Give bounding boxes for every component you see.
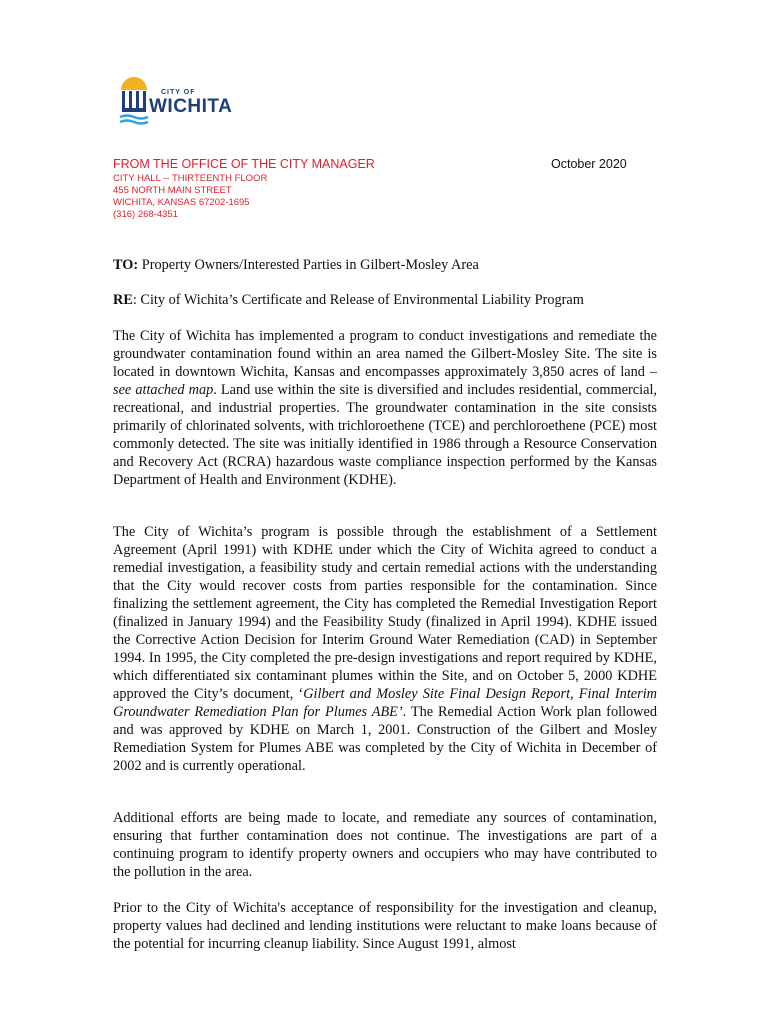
- re-text: : City of Wichita’s Certificate and Release of Environmental Liability Program: [132, 292, 584, 308]
- re-label: RE: [113, 292, 133, 308]
- paragraph-2-text-a: The City of Wichita’s program is possible through the establishment of a Settlement Agreement (April 1991) with KDHE under which the City of Wichita agreed to conduct a remedial investigation, a feasibility study and certain remedial actions with the understanding that the City would recover costs from parties responsible for the contamination. Since finalizing the settlement agreement, the City has completed the Remedial Investigation Report (finalized in January 1994) and the Feasibility Study (finalized in April 1994). KDHE issued the Corrective Action Decision for Interim Ground Water Remediation (CAD) in September 1994. In 1995, the City completed the pre-design investigations and report required by KDHE, which differentiated six contaminant plumes within the Site, and on October 5, 2000 KDHE approved the City’s document, ‘: [113, 524, 657, 702]
- address-line: CITY HALL -- THIRTEENTH FLOOR: [113, 173, 268, 184]
- to-label: TO:: [113, 257, 139, 273]
- paragraph-1-text-b: . Land use within the site is diversified and includes residential, commercial, recreational, and industrial properties. The groundwater contamination in the site consists primarily of chlorinated solvents, with trichloroethene (TCE) and perchloroethene (PCE) most commonly detected. The site was initially identified in 1986 through a Resource Conservation and Recovery Act (RCRA) hazardous waste compliance inspection performed by the Kansas Department of Health and Environment (KDHE).: [113, 382, 657, 488]
- paragraph-1: [113, 327, 657, 489]
- to-text: Property Owners/Interested Parties in Gilbert-Mosley Area: [138, 257, 479, 273]
- address-line: WICHITA, KANSAS 67202-1695: [113, 197, 250, 208]
- paragraph-1-text-a: The City of Wichita has implemented a program to conduct investigations and remediate the groundwater contamination found within an area named the Gilbert-Mosley Site. The site is located in downtown Wichita, Kansas and encompasses approximately 3,850 acres of land –: [113, 328, 657, 380]
- office-address: [113, 173, 267, 221]
- paragraph-2: [113, 523, 657, 775]
- paragraph-3: Additional efforts are being made to locate, and remediate any sources of contamination, ensuring that further contamination does not continue. The investigations are part of a continuing program to identify property owners and occupiers who may have contributed to the pollution in the area.: [113, 810, 657, 880]
- attached-map-reference: see attached map: [113, 382, 214, 398]
- logo-city-name: WICHITA: [149, 96, 233, 117]
- re-line: [113, 292, 584, 309]
- paragraph-2-text-b: . The Remedial Action Work plan followed and was approved by KDHE on March 1, 2001. Construction of the Gilbert and Mosley Remediation System for Plumes ABE was completed by the City of Wichita in December of 2002 and is currently operational.: [113, 704, 658, 774]
- office-line: FROM THE OFFICE OF THE CITY MANAGER: [113, 157, 375, 171]
- design-report-title: Gilbert and Mosley Site Final Design Report, Final Interim Groundwater Remediation Plan for Plumes ABE’: [113, 686, 657, 720]
- address-line: 455 NORTH MAIN STREET: [113, 185, 232, 196]
- logo-city-of-text: CITY OF: [161, 89, 196, 96]
- city-of-wichita-logo: [118, 70, 248, 132]
- to-line: [113, 257, 479, 274]
- paragraph-4: Prior to the City of Wichita's acceptance of responsibility for the investigation and cleanup, property values had declined and lending institutions were reluctant to make loans because of the potential for incurring cleanup liability. Since August 1991, almost: [113, 900, 657, 952]
- letter-date: October 2020: [551, 157, 627, 171]
- phone-line: (316) 268-4351: [113, 209, 178, 220]
